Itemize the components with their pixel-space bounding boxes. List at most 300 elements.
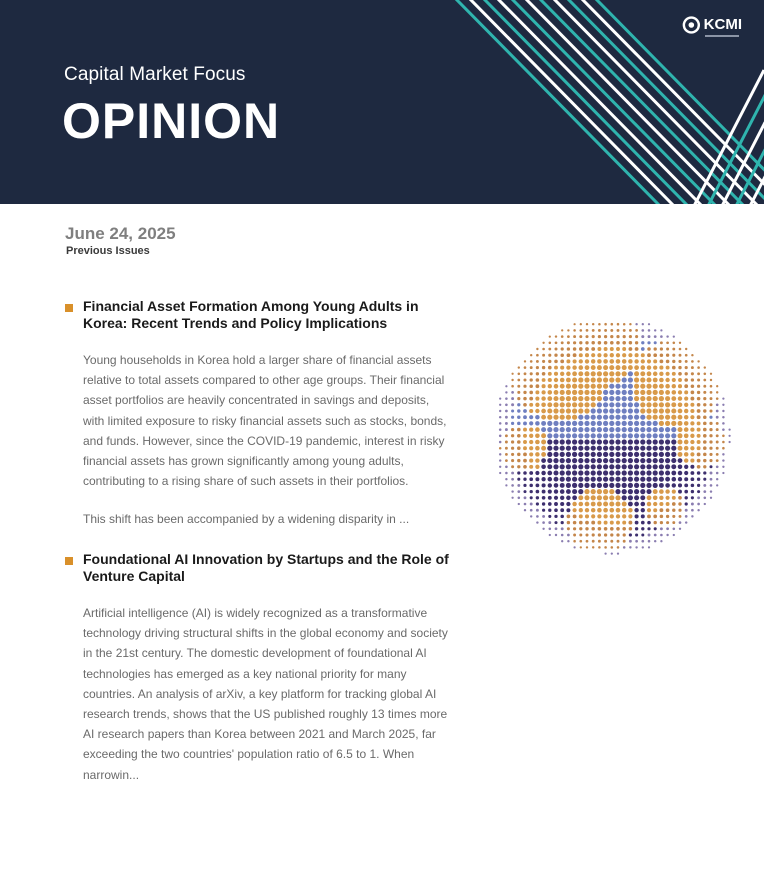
globe-dot [678, 471, 682, 475]
globe-dot [671, 433, 676, 438]
globe-dot [547, 439, 552, 444]
globe-dot [716, 453, 719, 456]
globe-dot [541, 421, 546, 426]
globe-dot [653, 489, 658, 494]
globe-dot [530, 354, 532, 356]
globe-dot [597, 384, 602, 389]
globe-dot [710, 478, 713, 481]
globe-dot [523, 403, 527, 407]
globe-dot [703, 397, 706, 400]
globe-dot [628, 502, 633, 507]
globe-dot [566, 464, 571, 469]
globe-dot [629, 533, 632, 536]
globe-dot [722, 416, 724, 418]
globe-dot [517, 391, 520, 394]
globe-dot [671, 446, 676, 451]
globe-dot [697, 503, 700, 506]
globe-dot [566, 390, 571, 395]
globe-dot [604, 533, 607, 536]
globe-dot [578, 464, 583, 469]
globe-dot [591, 439, 596, 444]
globe-dot [622, 384, 627, 389]
globe-dot [690, 415, 694, 419]
globe-dot [578, 502, 583, 507]
globe-dot [541, 396, 545, 400]
globe-dot [553, 452, 558, 457]
globe-dot [517, 397, 520, 400]
globe-dot [615, 408, 620, 413]
globe-dot [560, 390, 565, 395]
globe-dot [579, 329, 582, 332]
globe-dot [678, 402, 683, 407]
globe-dot [517, 484, 520, 487]
globe-dot [641, 514, 645, 518]
globe-dot [560, 477, 565, 482]
globe-dot [499, 472, 501, 474]
globe-dot [635, 335, 638, 338]
globe-dot [646, 427, 651, 432]
globe-dot [591, 359, 596, 364]
globe-dot [697, 434, 701, 438]
globe-dot [535, 471, 539, 475]
globe-dot [591, 427, 596, 432]
globe-dot [610, 521, 614, 525]
globe-dot [578, 439, 583, 444]
globe-dot [499, 428, 502, 431]
globe-dot [616, 359, 621, 364]
globe-dot [665, 427, 670, 432]
globe-dot [678, 490, 682, 494]
globe-dot [609, 464, 614, 469]
globe-dot [505, 441, 508, 444]
globe-dot [548, 483, 552, 487]
globe-dot [610, 341, 614, 345]
globe-dot [660, 360, 664, 364]
globe-dot [585, 514, 589, 518]
globe-dot [671, 458, 676, 463]
globe-dot [704, 366, 706, 368]
globe-dot [609, 477, 614, 482]
globe-dot [536, 521, 538, 523]
globe-dot [592, 533, 595, 536]
globe-dot [529, 434, 533, 438]
globe-dot [678, 452, 683, 457]
globe-dot [505, 428, 508, 431]
globe-dot [547, 464, 552, 469]
globe-dot [572, 470, 577, 475]
globe-dot [518, 503, 520, 505]
globe-dot [529, 409, 533, 413]
globe-dot [603, 483, 608, 488]
globe-dot [660, 347, 663, 350]
globe-dot [573, 514, 577, 518]
globe-dot [592, 540, 595, 543]
globe-dot [549, 534, 551, 536]
globe-dot [615, 377, 620, 382]
globe-dot [597, 371, 602, 376]
globe-dot [572, 396, 577, 401]
globe-dot [697, 415, 701, 419]
globe-dot [628, 439, 633, 444]
globe-dot [690, 465, 694, 469]
globe-dot [542, 354, 545, 357]
globe-dot [709, 409, 712, 412]
logo-tagline-line [705, 35, 739, 37]
globe-dot [684, 415, 689, 420]
globe-dot [653, 402, 658, 407]
globe-dot [628, 415, 633, 420]
globe-dot [634, 489, 639, 494]
globe-dot [685, 372, 688, 375]
globe-dot [505, 391, 507, 393]
globe-dot [646, 384, 651, 389]
globe-dot [505, 422, 508, 425]
globe-dot [548, 390, 553, 395]
globe-dot [672, 521, 675, 524]
globe-dot [505, 478, 507, 480]
globe-dot [659, 483, 664, 488]
globe-dot [572, 377, 577, 382]
globe-dot [603, 439, 608, 444]
globe-dot [548, 378, 552, 382]
globe-dot [517, 465, 520, 468]
globe-dot [666, 366, 670, 370]
globe-dot [653, 508, 657, 512]
globe-dot [560, 421, 565, 426]
globe-dot [567, 341, 570, 344]
globe-dot [598, 329, 601, 332]
globe-dot [560, 470, 565, 475]
globe-dot [603, 464, 608, 469]
globe-dot [659, 470, 664, 475]
globe-dot [597, 415, 602, 420]
globe-dot [628, 495, 633, 500]
globe-dot [616, 353, 620, 357]
globe-dot [640, 470, 645, 475]
globe-dot [536, 384, 540, 388]
globe-dot [580, 323, 582, 325]
globe-dot [517, 446, 521, 450]
globe-dot [505, 484, 507, 486]
globe-dot [684, 440, 689, 445]
globe-dot [586, 546, 588, 548]
globe-dot [603, 452, 608, 457]
globe-dot [659, 489, 664, 494]
globe-dot [597, 514, 601, 518]
globe-dot [603, 371, 608, 376]
globe-dot [530, 515, 532, 517]
globe-dot [622, 341, 626, 345]
globe-dot [684, 384, 688, 388]
globe-dot [604, 347, 608, 351]
globe-dot [597, 439, 602, 444]
globe-dot [609, 495, 614, 500]
globe-dot [499, 441, 502, 444]
globe-dot [678, 409, 683, 414]
globe-dot [567, 329, 569, 331]
globe-dot [523, 484, 526, 487]
globe-dot [641, 341, 644, 344]
globe-dot [597, 495, 602, 500]
globe-dot [616, 502, 621, 507]
globe-dot [690, 409, 694, 413]
globe-dot [572, 458, 577, 463]
globe-dot [648, 329, 651, 332]
globe-dot [542, 366, 545, 369]
globe-dot [697, 360, 699, 362]
globe-dot [548, 509, 551, 512]
globe-dot [635, 521, 639, 525]
globe-dot [666, 508, 670, 512]
globe-dot [499, 404, 501, 406]
globe-dot [573, 527, 576, 530]
globe-dot [722, 459, 724, 461]
globe-dot [641, 365, 646, 370]
globe-dot [609, 365, 614, 370]
globe-dot [548, 348, 551, 351]
globe-dot [553, 458, 558, 463]
globe-dot [716, 447, 719, 450]
globe-dot [615, 489, 620, 494]
globe-dot [703, 490, 706, 493]
globe-dot [703, 465, 706, 468]
globe-dot [622, 508, 627, 513]
globe-dot [535, 446, 540, 451]
globe-dot [635, 353, 639, 357]
globe-dot [584, 470, 589, 475]
globe-dot [642, 323, 644, 325]
globe-dot [524, 509, 526, 511]
globe-dot [572, 483, 577, 488]
globe-dot [646, 464, 651, 469]
globe-dot [671, 396, 676, 401]
globe-dot [542, 496, 546, 500]
globe-dot [578, 452, 583, 457]
globe-dot [654, 527, 657, 530]
article-title-link[interactable]: Financial Asset Formation Among Young Adults in Korea: Recent Trends and Policy Implications [83, 298, 419, 331]
globe-dot [634, 377, 639, 382]
globe-dot [697, 440, 701, 444]
globe-dot [678, 390, 682, 394]
globe-dot [591, 470, 596, 475]
globe-dot [560, 427, 565, 432]
globe-dot [518, 373, 521, 376]
globe-dot [622, 377, 627, 382]
globe-dot [598, 323, 601, 326]
globe-dot [615, 415, 620, 420]
previous-issues-link[interactable]: Previous Issues [66, 245, 150, 257]
globe-dot [573, 329, 576, 332]
globe-dot [647, 353, 651, 357]
globe-dot [604, 335, 607, 338]
globe-dot [660, 521, 663, 524]
globe-dot [579, 353, 583, 357]
globe-dot [567, 335, 570, 338]
globe-dot [591, 495, 596, 500]
globe-dot [548, 521, 551, 524]
globe-dot [654, 540, 656, 542]
globe-dot [547, 433, 552, 438]
globe-dot [685, 515, 688, 518]
globe-dot [647, 514, 651, 518]
globe-dot [646, 439, 651, 444]
globe-dot [610, 527, 614, 531]
globe-dot [634, 483, 639, 488]
globe-dot [560, 353, 564, 357]
article-title-link[interactable]: Foundational AI Innovation by Startups and the Role of Venture Capital [83, 551, 449, 584]
globe-dot [640, 483, 645, 488]
globe-dot [665, 402, 670, 407]
globe-dot [547, 408, 552, 413]
globe-dot [561, 534, 564, 537]
globe-dot [517, 428, 521, 432]
globe-dot [628, 408, 633, 413]
globe-dot [628, 371, 633, 376]
globe-dot [541, 415, 546, 420]
globe-dot [640, 396, 645, 401]
globe-dot [640, 446, 645, 451]
globe-dot [641, 329, 644, 332]
globe-dot [634, 371, 639, 376]
globe-dot [666, 527, 669, 530]
globe-dot [572, 415, 577, 420]
globe-dot [560, 496, 564, 500]
globe-dot [547, 458, 552, 463]
globe-dot [710, 403, 713, 406]
globe-dot [541, 427, 546, 432]
kcmi-logo[interactable] [682, 15, 742, 41]
globe-dot [541, 471, 545, 475]
globe-dot [691, 378, 694, 381]
globe-dot [585, 353, 589, 357]
globe-dot [597, 483, 602, 488]
globe-dot [517, 409, 520, 412]
globe-dot [560, 415, 565, 420]
globe-dot [722, 428, 725, 431]
globe-dot [659, 502, 663, 506]
globe-dot [685, 521, 687, 523]
globe-dot [647, 365, 651, 369]
globe-dot [505, 465, 508, 468]
globe-dot [603, 458, 608, 463]
globe-dot [554, 496, 558, 500]
globe-dot [648, 335, 651, 338]
globe-dot [691, 503, 694, 506]
globe-dot [672, 366, 676, 370]
globe-dot [628, 489, 633, 494]
globe-dot [609, 402, 614, 407]
globe-dot [609, 390, 614, 395]
globe-dot [641, 508, 645, 512]
globe-dot [653, 384, 658, 389]
globe-dot [511, 440, 514, 443]
globe-dot [622, 464, 627, 469]
globe-dot [573, 347, 577, 351]
globe-dot [598, 533, 601, 536]
globe-dot [697, 409, 701, 413]
globe-dot [646, 458, 651, 463]
globe-dot [617, 329, 620, 332]
globe-dot [653, 433, 658, 438]
globe-dot [584, 439, 589, 444]
globe-dot [535, 427, 540, 432]
globe-dot [610, 514, 614, 518]
globe-dot [560, 489, 565, 494]
globe-dot [691, 372, 694, 375]
globe-dot [634, 458, 639, 463]
globe-dot [560, 464, 565, 469]
globe-dot [578, 495, 583, 500]
globe-dot [524, 496, 527, 499]
globe-dot [530, 490, 533, 493]
globe-dot [634, 415, 639, 420]
globe-dot [547, 421, 552, 426]
globe-dot [573, 335, 576, 338]
globe-dot [685, 360, 688, 363]
globe-dot [578, 470, 583, 475]
globe-dot [554, 515, 557, 518]
globe-dot [685, 502, 688, 505]
globe-dot [592, 323, 594, 325]
globe-dot [548, 360, 551, 363]
globe-dot [628, 396, 633, 401]
globe-dot [591, 464, 596, 469]
globe-dot [703, 385, 706, 388]
globe-dot [617, 552, 619, 554]
globe-dot [672, 384, 676, 388]
globe-dot [628, 514, 632, 518]
globe-dot [666, 496, 670, 500]
globe-dot [597, 390, 602, 395]
globe-dot [560, 446, 565, 451]
globe-dot [646, 446, 651, 451]
globe-dot [622, 489, 627, 494]
globe-dot [659, 452, 664, 457]
globe-dot [603, 377, 608, 382]
globe-dot [716, 422, 719, 425]
globe-dot [615, 495, 620, 500]
globe-dot [518, 366, 520, 368]
globe-dot [584, 495, 589, 500]
globe-dot [622, 439, 627, 444]
globe-dot [640, 502, 645, 507]
globe-dot [660, 540, 662, 542]
globe-dot [704, 503, 706, 505]
globe-dot [691, 366, 694, 369]
globe-dot [628, 347, 632, 351]
globe-dot [572, 390, 577, 395]
globe-dot [728, 435, 730, 437]
globe-dot [523, 446, 527, 450]
globe-dot [597, 353, 601, 357]
globe-dot [505, 416, 508, 419]
globe-dot [505, 447, 508, 450]
article-item [65, 298, 455, 530]
globe-dot [511, 422, 514, 425]
globe-dot [647, 495, 652, 500]
globe-dot [536, 354, 539, 357]
globe-dot [505, 434, 508, 437]
globe-dot [716, 416, 719, 419]
globe-dot [684, 378, 688, 382]
globe-dot [646, 483, 651, 488]
globe-dot [597, 359, 602, 364]
globe-dot [529, 459, 533, 463]
globe-dot [653, 496, 658, 501]
globe-dot [585, 527, 588, 530]
globe-dot [653, 390, 658, 395]
globe-dot [635, 341, 638, 344]
